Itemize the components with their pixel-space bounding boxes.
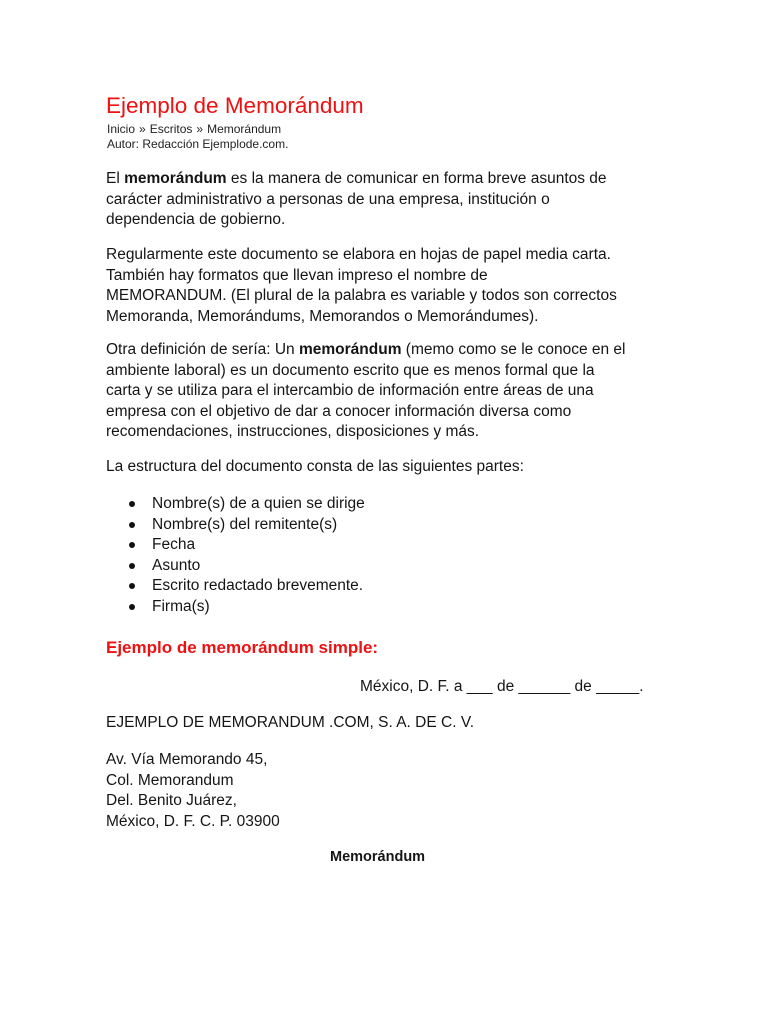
bullet-icon <box>129 604 135 610</box>
format-paragraph <box>106 245 666 327</box>
breadcrumb-separator: » <box>196 122 204 136</box>
list-item: Asunto <box>106 556 365 577</box>
bullet-icon <box>129 501 135 507</box>
bold-term: memorándum <box>299 341 402 358</box>
example-heading: Ejemplo de memorándum simple: <box>106 638 379 657</box>
bullet-icon <box>129 542 135 548</box>
parts-list <box>106 494 365 617</box>
address-line: Av. Vía Memorando 45, <box>106 751 268 768</box>
structure-intro: La estructura del documento consta de las siguientes partes: <box>106 458 524 475</box>
list-item: Fecha <box>106 535 365 556</box>
memo-dateline: México, D. F. a ___ de ______ de _____. <box>360 678 644 695</box>
format-line-1: Regularmente este documento se elabora en hojas de papel media carta. <box>106 246 611 263</box>
list-item: Nombre(s) de a quien se dirige <box>106 494 365 515</box>
breadcrumb-link-escritos[interactable]: Escritos <box>149 122 193 136</box>
intro-line-1: El memorándum es la manera de comunicar en forma breve asuntos de <box>106 170 607 187</box>
format-line-2: También hay formatos que llevan impreso el nombre de <box>106 266 488 284</box>
definition-line-4: empresa con el objetivo de dar a conocer información diversa como <box>106 402 572 420</box>
definition-line-3: carta y se utiliza para el intercambio de información entre áreas de una <box>106 382 594 399</box>
definition-line-5: recomendaciones, instrucciones, disposiciones y más. <box>106 423 480 440</box>
address-line: Col. Memorandum <box>106 771 234 789</box>
definition-line-2: ambiente laboral) es un documento escrito que es menos formal que la <box>106 361 595 379</box>
breadcrumb-link-inicio[interactable]: Inicio <box>107 122 136 136</box>
address-line: México, D. F. C. P. 03900 <box>106 812 280 830</box>
bullet-icon <box>129 522 135 528</box>
list-item: Nombre(s) del remitente(s) <box>106 515 365 536</box>
format-line-4: Memoranda, Memorándums, Memorandos o Memorándumes). <box>106 307 539 325</box>
breadcrumb <box>107 122 281 136</box>
memo-title: Memorándum <box>330 849 426 865</box>
memo-address <box>106 750 280 832</box>
intro-line-3: dependencia de gobierno. <box>106 211 286 228</box>
bold-term: memorándum <box>124 170 227 187</box>
list-item: Firma(s) <box>106 597 365 618</box>
breadcrumb-link-memorandum[interactable]: Memorándum <box>207 122 282 136</box>
definition-paragraph <box>106 340 666 443</box>
memo-company: EJEMPLO DE MEMORANDUM .COM, S. A. DE C. V. <box>106 714 475 731</box>
breadcrumb-separator: » <box>139 122 146 136</box>
format-line-3: MEMORANDUM. (El plural de la palabra es variable y todos son correctos <box>106 287 617 304</box>
bullet-icon <box>129 583 135 589</box>
definition-line-1: Otra definición de sería: Un memorándum (memo como se le conoce en el <box>106 341 626 358</box>
address-line: Del. Benito Juárez, <box>106 792 237 809</box>
bullet-icon <box>129 563 135 569</box>
intro-paragraph <box>106 169 666 231</box>
intro-line-2: carácter administrativo a personas de una empresa, institución o <box>106 190 550 208</box>
author-line: Autor: Redacción Ejemplode.com. <box>107 137 289 151</box>
page-title: Ejemplo de Memorándum <box>106 93 364 118</box>
list-item: Escrito redactado brevemente. <box>106 576 365 597</box>
